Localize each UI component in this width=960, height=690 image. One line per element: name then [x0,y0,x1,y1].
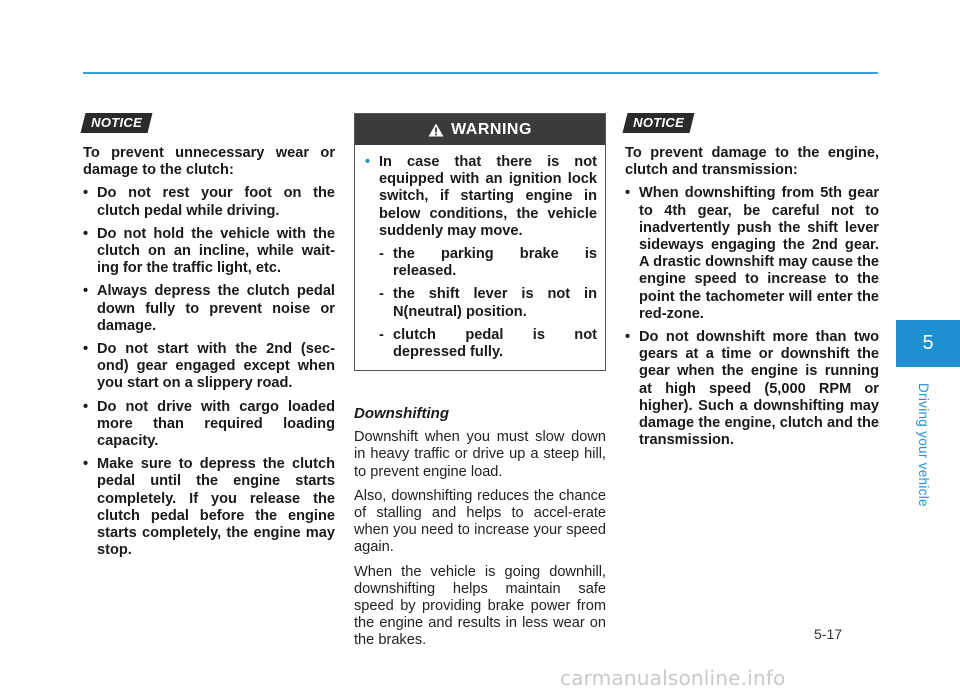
clutch-notice-column [83,113,335,565]
paragraph: Downshift when you must slow down in heavy traffic or drive up a steep hill, to prevent engine load. [354,429,606,480]
section-heading: Downshifting [354,405,449,423]
list-item: • Always depress the clutch pedal down fully to prevent noise or damage. [83,283,335,335]
top-rule [83,72,878,74]
warning-title: WARNING [451,120,532,138]
page-number: 5-17 [814,626,843,642]
list-item: • Do not drive with cargo loaded more than required loading capacity. [83,399,335,451]
engine-notice-list [625,185,879,449]
warning-box [354,113,606,371]
list-item: - clutch pedal is not depressed fully. [365,327,597,361]
chapter-tab: 5 [896,320,960,367]
warning-column [354,113,606,650]
notice-badge: NOTICE [623,113,695,133]
chapter-title: Driving your vehicle [916,383,931,507]
warning-triangle-icon [428,123,444,137]
list-item: • Do not downshift more than two gears at a time or downshift the gear when the engine is running at high speed (5,000 RPM or higher). Such a downshifting may damage the engine, clutch and the transmission. [625,329,879,449]
warning-header [355,114,605,145]
clutch-notice-list [83,185,335,559]
paragraph: When the vehicle is going downhill, downshifting helps maintain safe speed by providing brake power from the engine and results in less wear on the brakes. [354,563,606,649]
list-item: • Do not hold the vehicle with the clutch on an incline, while wait-ing for the traffic light, etc. [83,226,335,278]
warning-bullet: • In case that there is not equipped with an ignition lock switch, if starting engine in below conditions, the vehicle suddenly may move. [365,154,597,239]
engine-notice-intro: To prevent damage to the engine, clutch and transmission: [625,145,879,179]
engine-notice-column [625,113,879,455]
list-item: - the shift lever is not in N(neutral) position. [365,286,597,320]
paragraph: Also, downshifting reduces the chance of stalling and helps to accel-erate when you need to increase your speed again. [354,487,606,556]
notice-badge: NOTICE [81,113,153,133]
list-item: • Do not start with the 2nd (sec-ond) gear engaged except when you start on a slippery road. [83,341,335,393]
list-item: • Do not rest your foot on the clutch pedal while driving. [83,185,335,219]
warning-body [355,145,605,370]
bullet-dot-icon: • [365,154,371,170]
list-item: - the parking brake is released. [365,246,597,280]
warning-conditions-list [365,246,597,361]
watermark: carmanualsonline.info [560,666,786,690]
list-item: • Make sure to depress the clutch pedal until the engine starts completely. If you release the clutch pedal before the engine starts completely, the engine may stop. [83,456,335,559]
list-item: • When downshifting from 5th gear to 4th gear, be careful not to inadvertently push the shift lever sideways engaging the 2nd gear. A drastic downshift may cause the engine speed to increase to the point the tachometer will enter the red-zone. [625,185,879,323]
clutch-notice-intro: To prevent unnecessary wear or damage to the clutch: [83,145,335,179]
